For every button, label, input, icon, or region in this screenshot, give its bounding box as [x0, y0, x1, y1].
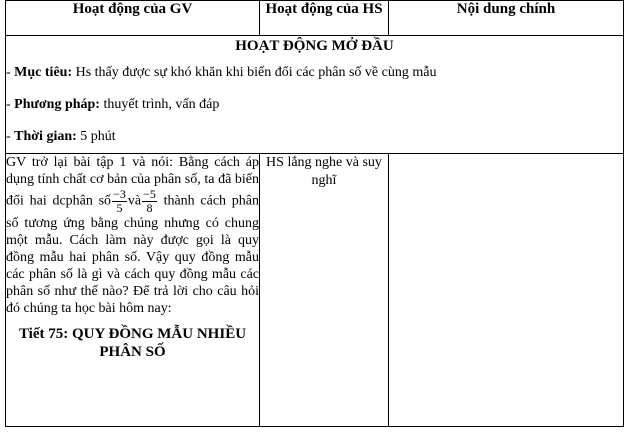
fraction2-denominator: 8 — [146, 201, 153, 215]
objective-text: Hs thấy được sự khó khăn khi biến đổi các phân số về cùng mẫu — [75, 65, 437, 80]
method-text: thuyết trình, vấn đáp — [103, 97, 220, 112]
gv-conjunction: và — [127, 193, 142, 209]
intro-row — [6, 36, 624, 154]
fraction1-denominator: 5 — [116, 201, 123, 215]
fraction2-numerator: −5 — [143, 187, 156, 201]
lesson-title: Tiết 75: QUY ĐỒNG MẪU NHIỀU PHÂN SỐ — [18, 326, 247, 360]
header-main-content: Nội dung chính — [389, 1, 624, 36]
lesson-plan-table — [5, 0, 624, 427]
intro-title: HOẠT ĐỘNG MỞ ĐẦU — [235, 38, 394, 54]
main-content-cell — [389, 154, 624, 427]
header-hs-activity: Hoạt động của HS — [260, 1, 389, 36]
intro-cell — [6, 36, 624, 154]
hs-activity-cell — [260, 154, 389, 427]
time-label: Thời gian: — [14, 129, 77, 144]
fraction1-numerator: −3 — [113, 187, 126, 201]
header-gv-activity: Hoạt động của GV — [6, 1, 260, 36]
gv-text-part1: GV trở lại bài tập 1 và nói: Bằng cách áp dụng tính chất cơ bản của phân số, ta đã biến đổi hai dcphân số — [6, 155, 259, 209]
gv-activity-text — [6, 154, 259, 317]
table-header-row — [6, 1, 624, 36]
gv-activity-cell — [6, 154, 260, 427]
objective-line: - Mục tiêu: Hs thấy được sự khó khăn khi biến đổi các phân số về cùng mẫu — [6, 65, 437, 80]
time-text: 5 phút — [80, 129, 116, 144]
objective-label: Mục tiêu: — [14, 65, 73, 80]
time-line: - Thời gian: 5 phút — [6, 129, 116, 144]
method-line: - Phương pháp: thuyết trình, vấn đáp — [6, 97, 220, 112]
hs-activity-text: HS lắng nghe và suy nghĩ — [266, 155, 382, 188]
activity-row — [6, 154, 624, 427]
fraction-neg5-over-8 — [142, 188, 157, 215]
method-label: Phương pháp: — [14, 97, 100, 112]
gv-text-part2: thành cách phân số tương ứng bằng chúng nhưng có chung một mẫu. Cách làm này được gọi là quy đồng mẫu hai phân số. Vậy quy đồng mẫu các phân số là gì và cách quy đồng mẫu các phân số như thế nào? Để trả lời cho câu hỏi đó chúng ta học bài hôm nay: — [6, 193, 259, 316]
fraction-neg3-over-5 — [112, 188, 127, 215]
